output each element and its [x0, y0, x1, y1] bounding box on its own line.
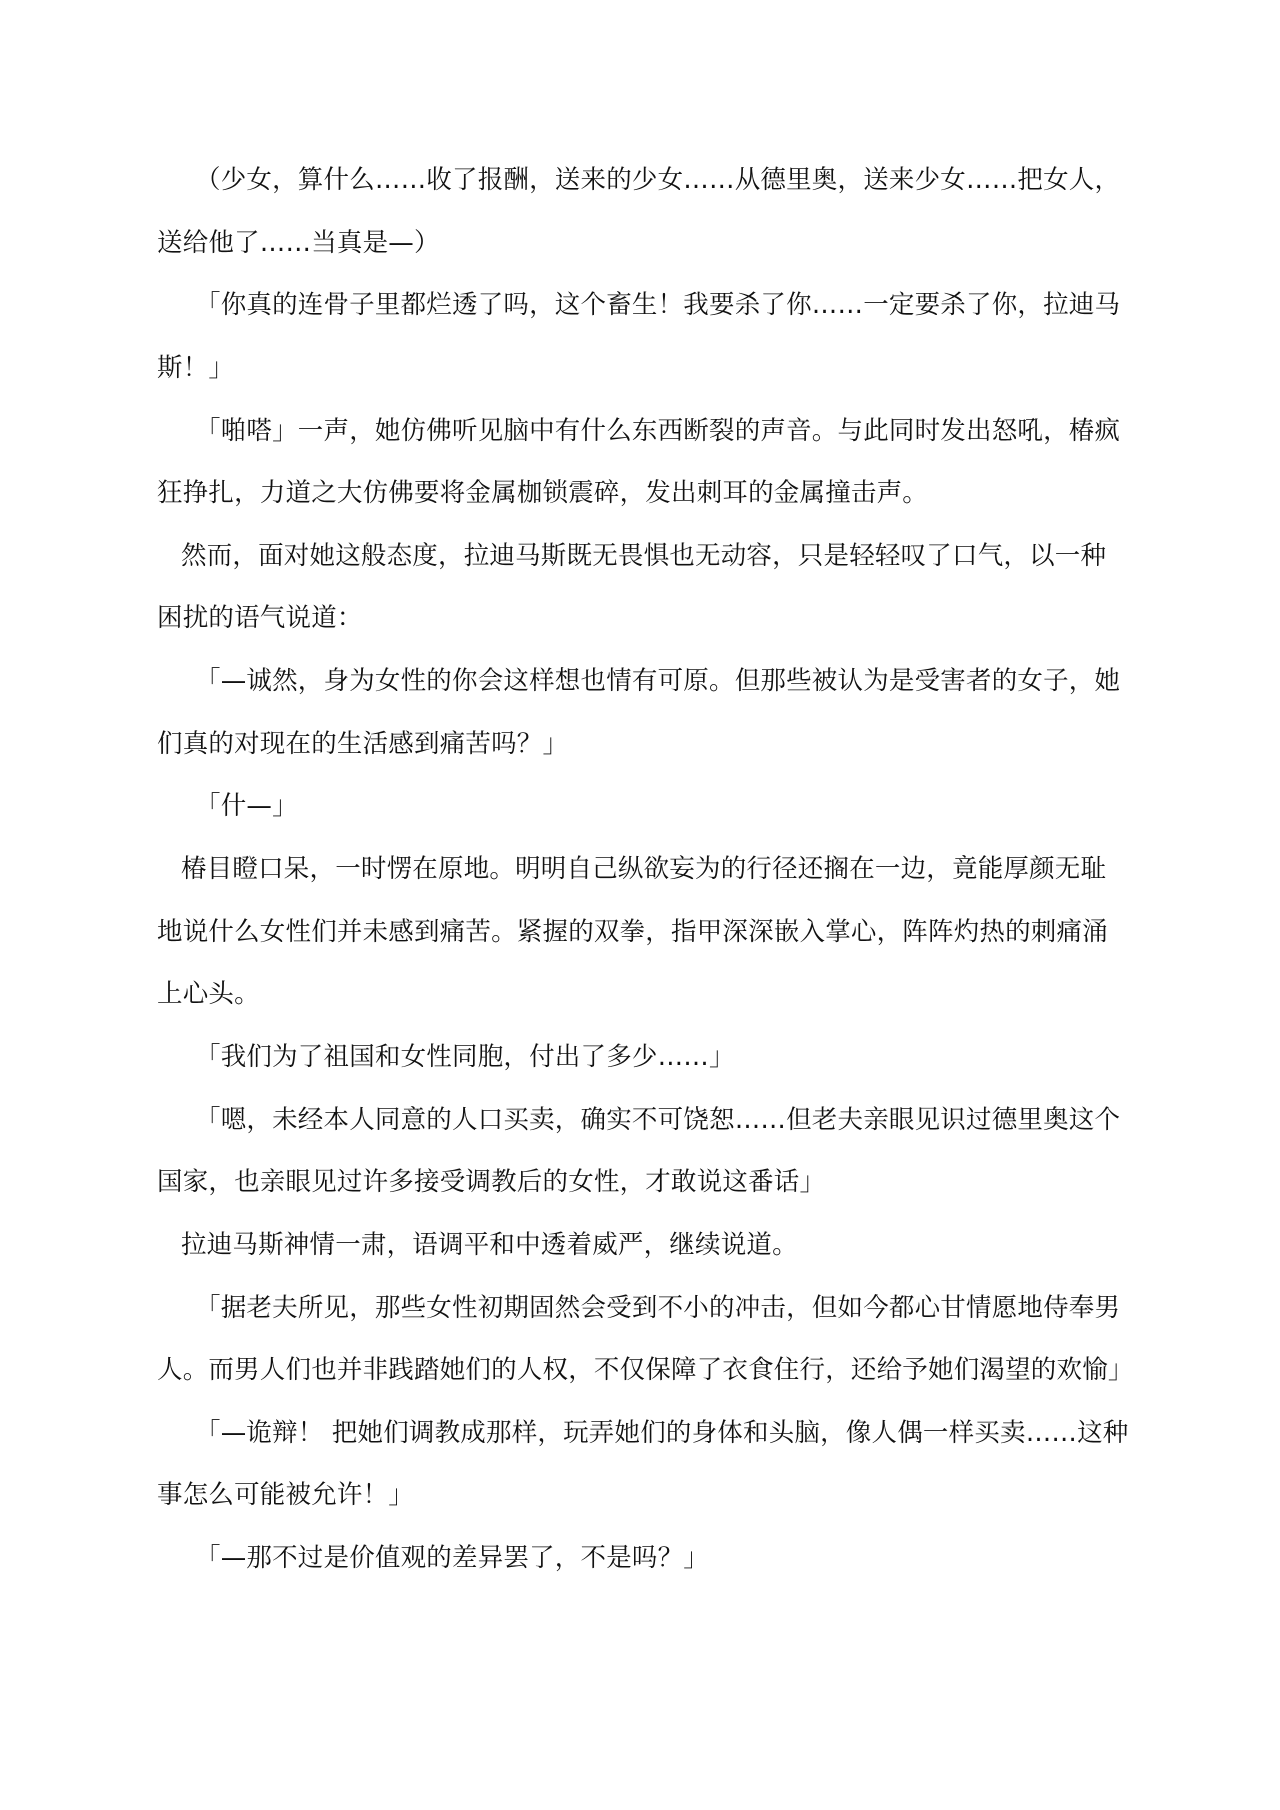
paragraph-10 [157, 1223, 1137, 1286]
text-line: 「—诚然，身为女性的你会这样想也情有可原。但那些被认为是受害者的女子，她 [195, 666, 1121, 697]
text-line: 送给他了……当真是—） [157, 227, 440, 258]
text-line: 人。而男人们也并非践踏她们的人权，不仅保障了衣食住行，还给予她们渴望的欢愉」 [157, 1355, 1134, 1386]
text-line: 上心头。 [157, 979, 260, 1010]
text-line: 然而，面对她这般态度，拉迪马斯既无畏惧也无动容，只是轻轻叹了口气，以一种 [181, 540, 1107, 571]
paragraph-7 [157, 847, 1137, 1035]
text-line: 们真的对现在的生活感到痛苦吗？」 [157, 728, 569, 759]
text-line: 「嗯，未经本人同意的人口买卖，确实不可饶恕……但老夫亲眼见识过德里奥这个 [195, 1104, 1121, 1135]
paragraph-9 [157, 1098, 1137, 1223]
text-line: 「我们为了祖国和女性同胞，付出了多少……」 [195, 1041, 735, 1072]
paragraph-3 [157, 409, 1137, 534]
text-line: 「—诡辩！ 把她们调教成那样，玩弄她们的身体和头脑，像人偶一样买卖……这种 [195, 1417, 1129, 1448]
paragraph-5 [157, 659, 1137, 784]
paragraph-1 [157, 158, 1137, 283]
paragraph-4 [157, 534, 1137, 659]
text-line: （少女，算什么……收了报酬，送来的少女……从德里奥，送来少女……把女人， [195, 165, 1121, 195]
document-page [157, 158, 1137, 1599]
text-line: 困扰的语气说道： [157, 603, 363, 634]
paragraph-6 [157, 784, 1137, 847]
paragraph-8 [157, 1035, 1137, 1098]
text-line: 地说什么女性们并未感到痛苦。紧握的双拳，指甲深深嵌入掌心，阵阵灼热的刺痛涌 [157, 916, 1108, 947]
text-line: 「啪嗒」一声，她仿佛听见脑中有什么东西断裂的声音。与此同时发出怒吼，椿疯 [195, 415, 1121, 446]
text-line: 斯！」 [157, 352, 235, 383]
paragraph-13 [157, 1536, 1137, 1599]
text-line: 狂挣扎，力道之大仿佛要将金属枷锁震碎，发出刺耳的金属撞击声。 [157, 478, 929, 509]
text-line: 国家，也亲眼见过许多接受调教后的女性，才敢说这番话」 [157, 1167, 826, 1198]
text-line: 「—那不过是价值观的差异罢了，不是吗？」 [195, 1543, 710, 1574]
text-line: 「你真的连骨子里都烂透了吗，这个畜生！我要杀了你……一定要杀了你，拉迪马 [195, 290, 1121, 321]
text-line: 椿目瞪口呆，一时愣在原地。明明自己纵欲妄为的行径还搁在一边，竟能厚颜无耻 [181, 854, 1107, 885]
paragraph-11 [157, 1286, 1137, 1411]
paragraph-12 [157, 1411, 1137, 1536]
text-line: 事怎么可能被允许！」 [157, 1480, 415, 1511]
text-line: 「什—」 [195, 791, 298, 822]
text-line: 「据老夫所见，那些女性初期固然会受到不小的冲击，但如今都心甘情愿地侍奉男 [195, 1292, 1121, 1323]
text-line: 拉迪马斯神情一肃，语调平和中透着威严，继续说道。 [181, 1229, 798, 1260]
paragraph-2 [157, 283, 1137, 408]
